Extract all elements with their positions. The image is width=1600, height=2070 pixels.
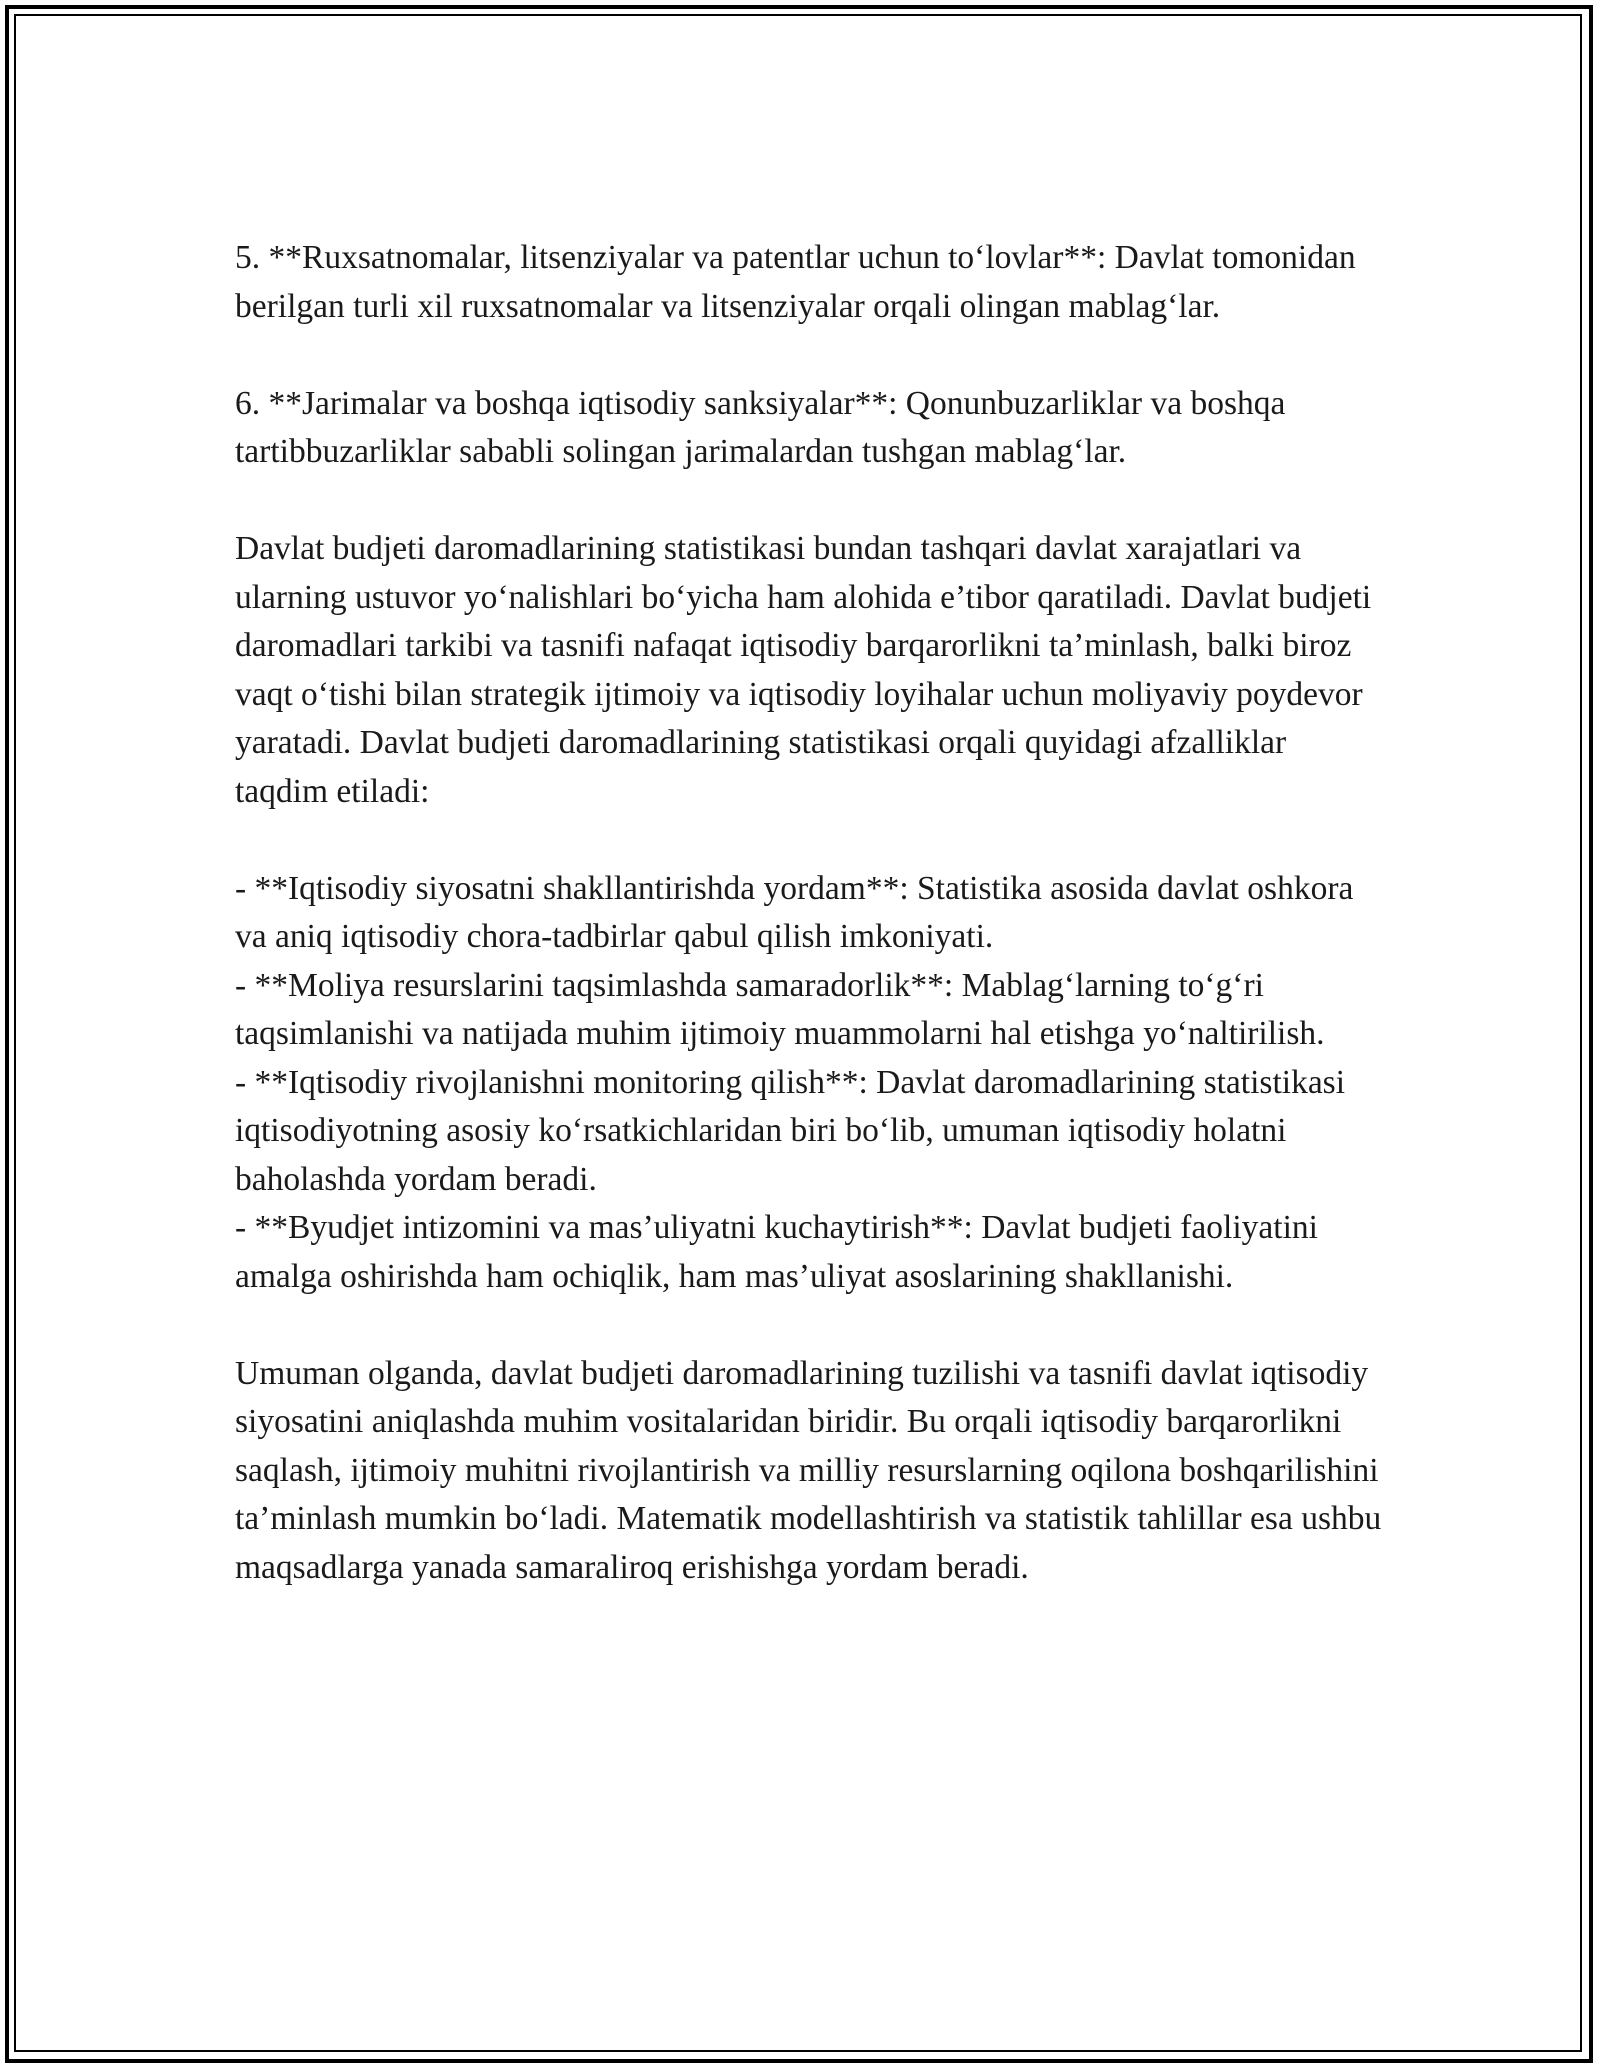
bullet-item: - **Iqtisodiy rivojlanishni monitoring qilish**: Davlat daromadlarining statistikasi iqtisodiyotning asosiy ko‘rsatkichlaridan biri bo‘lib, umuman iqtisodiy holatni baholashda yordam beradi.: [235, 1063, 1346, 1198]
bullet-item: - **Moliya resurslarini taqsimlashda samaradorlik**: Mablag‘larning to‘g‘ri taqsimlanishi va natijada muhim ijtimoiy muammolarni hal etishga yo‘naltirilish.: [235, 966, 1325, 1052]
paragraph-item-5: 5. **Ruxsatnomalar, litsenziyalar va patentlar uchun to‘lovlar**: Davlat tomonidan berilgan turli xil ruxsatnomalar va litsenziyalar orqali olingan mablag‘lar.: [235, 239, 1356, 325]
bullet-list: [235, 865, 1385, 1302]
bullet-item: - **Iqtisodiy siyosatni shakllantirishda yordam**: Statistika asosida davlat oshkora va aniq iqtisodiy chora-tadbirlar qabul qilish imkoniyati.: [235, 869, 1354, 955]
document-body: [235, 234, 1385, 1641]
paragraph-intro: Davlat budjeti daromadlarining statistikasi bundan tashqari davlat xarajatlari va ularning ustuvor yo‘nalishlari bo‘yicha ham alohida e’tibor qaratiladi. Davlat budjeti daromadlari tarkibi va tasnifi nafaqat iqtisodiy barqarorlikni ta’minlash, balki biroz vaqt o‘tishi bilan strategik ijtimoiy va iqtisodiy loyihalar uchun moliyaviy poydevor yaratadi. Davlat budjeti daromadlarining statistikasi orqali quyidagi afzalliklar taqdim etiladi:: [235, 530, 1372, 810]
paragraph-item-6: 6. **Jarimalar va boshqa iqtisodiy sanksiyalar**: Qonunbuzarliklar va boshqa tartibbuzarliklar sababli solingan jarimalardan tushgan mablag‘lar.: [235, 384, 1286, 470]
bullet-item: - **Byudjet intizomini va mas’uliyatni kuchaytirish**: Davlat budjeti faoliyatini amalga oshirishda ham ochiqlik, ham mas’uliyat asoslarining shakllanishi.: [235, 1209, 1318, 1295]
paragraph-conclusion: Umuman olganda, davlat budjeti daromadlarining tuzilishi va tasnifi davlat iqtisodiy siyosatini aniqlashda muhim vositalaridan biridir. Bu orqali iqtisodiy barqarorlikni saqlash, ijtimoiy muhitni rivojlantirish va milliy resurslarning oqilona boshqarilishini ta’minlash mumkin bo‘ladi. Matematik modellashtirish va statistik tahlillar esa ushbu maqsadlarga yanada samaraliroq erishishga yordam beradi.: [235, 1354, 1382, 1586]
